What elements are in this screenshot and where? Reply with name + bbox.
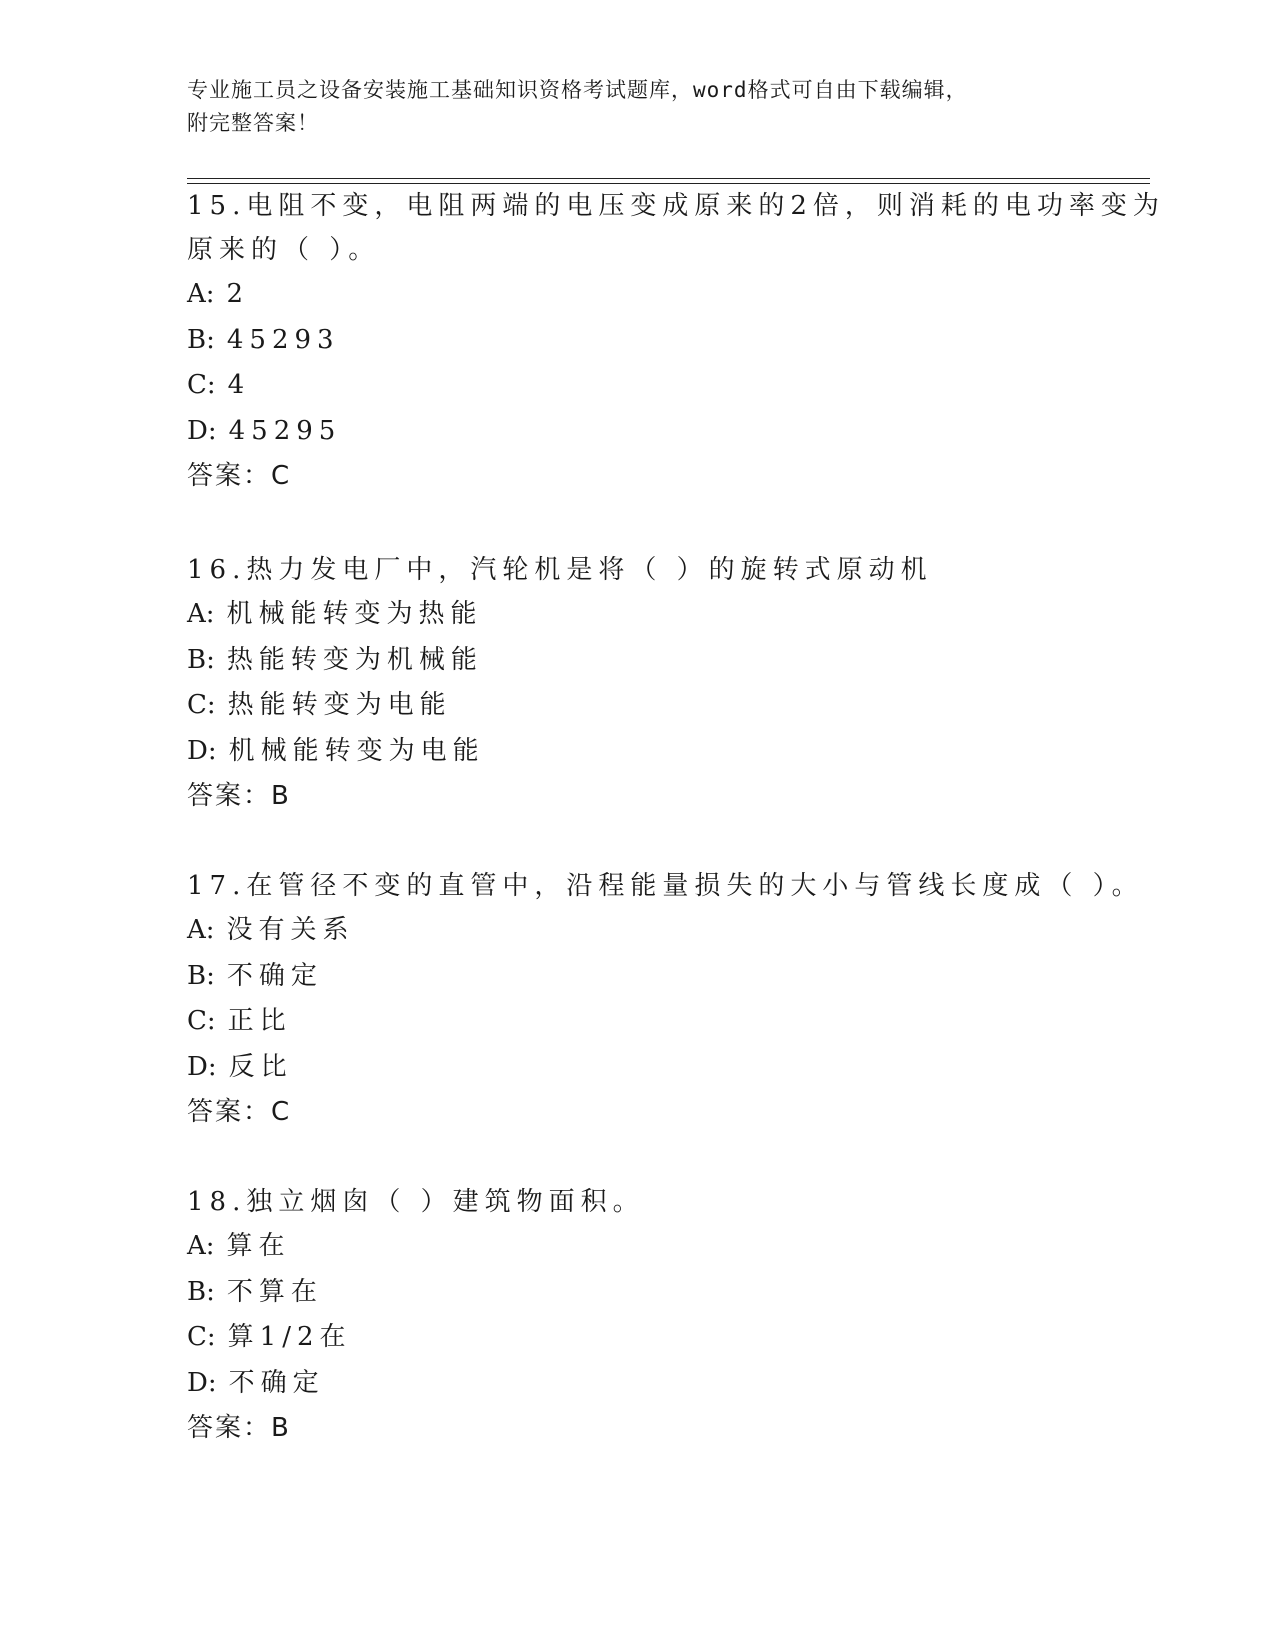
option-separator: : — [207, 735, 217, 766]
option-letter: B — [187, 1276, 207, 1307]
option-letter: D — [187, 1051, 208, 1082]
option-text: 没有关系 — [226, 915, 355, 945]
option-separator: : — [206, 690, 216, 720]
option-separator: : — [206, 370, 216, 400]
option-text: 45293 — [226, 324, 340, 355]
question-stem — [187, 548, 1087, 592]
question-stem — [187, 184, 1165, 272]
option-text: 反比 — [228, 1051, 293, 1082]
option-text: 不算在 — [226, 1276, 323, 1307]
answer-line: 答案：B — [187, 1413, 291, 1443]
option-a — [187, 908, 1087, 954]
question-stem-line: 15.电阻不变，电阻两端的电压变成原来的2倍，则消耗的电功率变为 — [187, 191, 1165, 221]
option-separator: : — [206, 1322, 216, 1352]
option-text: 45295 — [228, 415, 342, 446]
option-c — [187, 999, 1087, 1045]
option-text: 机械能转变为电能 — [228, 735, 485, 766]
header-line-2: 附完整答案！ — [187, 111, 319, 135]
option-text: 不确定 — [228, 1367, 325, 1398]
option-b — [187, 318, 1087, 364]
question-17 — [187, 864, 1144, 1136]
option-text: 不确定 — [226, 960, 323, 991]
option-letter: B — [187, 324, 207, 355]
option-separator: : — [205, 1231, 215, 1261]
option-a — [187, 592, 1087, 638]
option-b — [187, 1270, 1087, 1316]
option-b — [187, 954, 1087, 1000]
question-15 — [187, 184, 1165, 500]
option-text: 算1/2在 — [227, 1322, 352, 1352]
option-b — [187, 638, 1087, 684]
option-text: 算在 — [226, 1231, 291, 1261]
question-18 — [187, 1180, 1087, 1452]
option-separator: : — [207, 415, 217, 446]
option-text: 4 — [227, 370, 251, 400]
answer-line: 答案：B — [187, 781, 291, 811]
option-text: 热能转变为电能 — [227, 690, 452, 720]
question-stem — [187, 1180, 1087, 1224]
option-c — [187, 363, 1087, 409]
option-separator: : — [206, 644, 215, 675]
option-letter: C — [187, 690, 207, 720]
option-letter: B — [187, 644, 207, 675]
option-d — [187, 729, 1087, 775]
document-header — [187, 74, 1087, 140]
option-letter: C — [187, 1006, 207, 1036]
option-separator: : — [206, 960, 215, 991]
question-16 — [187, 548, 1087, 820]
option-letter: A — [187, 915, 206, 945]
answer-line: 答案：C — [187, 1097, 292, 1127]
question-stem — [187, 864, 1144, 908]
option-text: 机械能转变为热能 — [226, 599, 483, 629]
option-separator: : — [206, 324, 215, 355]
option-separator: : — [206, 1006, 216, 1036]
option-letter: A — [187, 1231, 206, 1261]
option-text: 正比 — [227, 1006, 292, 1036]
option-letter: D — [187, 1367, 208, 1398]
header-line-1: 专业施工员之设备安装施工基础知识资格考试题库，word格式可自由下载编辑， — [187, 78, 968, 102]
option-text: 热能转变为机械能 — [226, 644, 483, 675]
option-c — [187, 1315, 1087, 1361]
option-letter: C — [187, 1322, 207, 1352]
option-letter: D — [187, 415, 208, 446]
option-separator: : — [206, 1276, 215, 1307]
option-separator: : — [205, 599, 215, 629]
option-letter: B — [187, 960, 207, 991]
option-letter: A — [187, 279, 206, 309]
question-stem-line: 16.热力发电厂中，汽轮机是将（ ）的旋转式原动机 — [187, 555, 933, 585]
option-letter: D — [187, 735, 208, 766]
option-c — [187, 683, 1087, 729]
option-letter: C — [187, 370, 207, 400]
option-d — [187, 1361, 1087, 1407]
question-stem-line: 原来的（ ）。 — [187, 235, 381, 265]
question-stem-line: 17.在管径不变的直管中，沿程能量损失的大小与管线长度成（ ）。 — [187, 871, 1144, 901]
option-text: 2 — [226, 279, 250, 309]
header-divider-top — [187, 178, 1150, 179]
option-separator: : — [207, 1051, 217, 1082]
option-a — [187, 1224, 1087, 1270]
option-letter: A — [187, 599, 206, 629]
option-d — [187, 1045, 1087, 1091]
option-d — [187, 409, 1087, 455]
option-a — [187, 272, 1087, 318]
question-stem-line: 18.独立烟囱（ ）建筑物面积。 — [187, 1187, 645, 1217]
option-separator: : — [205, 915, 215, 945]
option-separator: : — [205, 279, 215, 309]
answer-line: 答案：C — [187, 461, 292, 491]
option-separator: : — [207, 1367, 217, 1398]
